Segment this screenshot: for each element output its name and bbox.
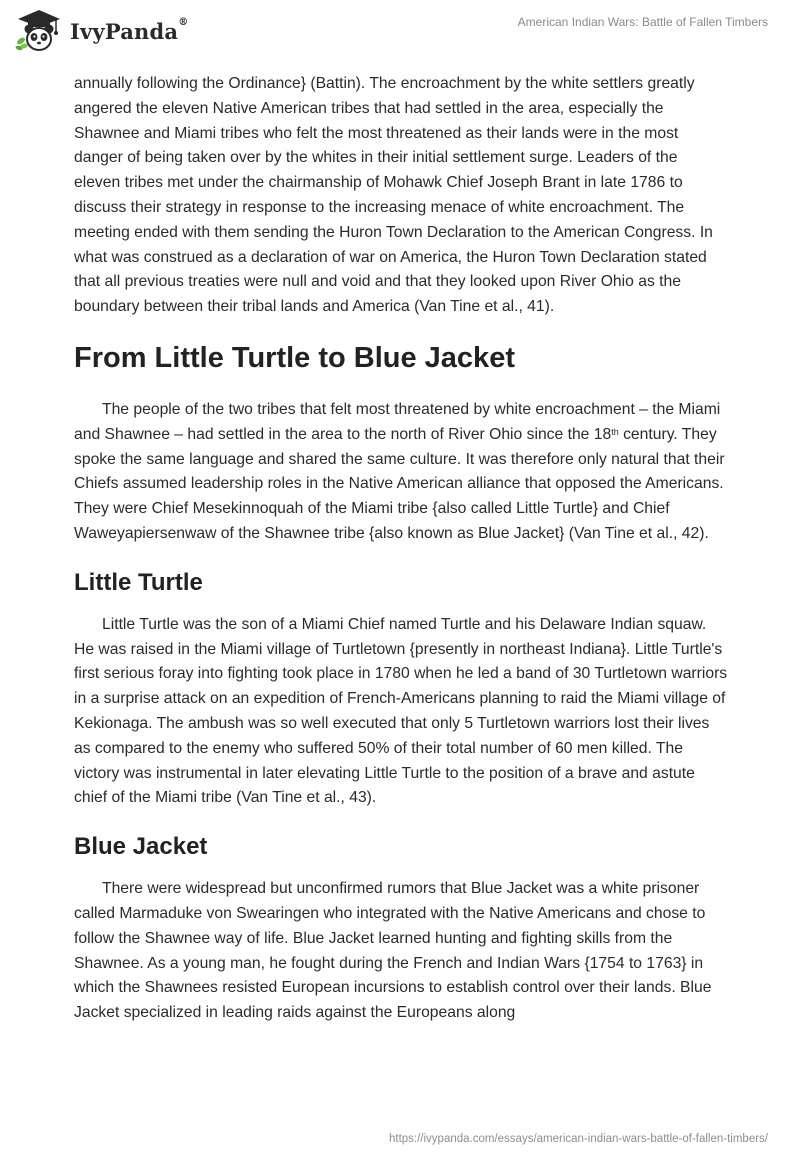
source-url[interactable]: https://ivypanda.com/essays/american-indian-wars-battle-of-fallen-timbers/: [388, 1133, 768, 1145]
registered-mark: ®: [178, 16, 189, 28]
page-header: [0, 0, 800, 70]
document-title: American Indian Wars: Battle of Fallen Timbers: [517, 15, 768, 29]
section-heading-little-turtle-to-blue-jacket: From Little Turtle to Blue Jacket: [74, 341, 515, 374]
section-heading-blue-jacket: Blue Jacket: [74, 833, 208, 861]
intro-paragraph: annually following the Ordinance} (Battin). The encroachment by the white settlers greatly angered the eleven Native American tribes that had settled in the area, especially the Shawnee and Miami tribes who felt the most threatened as their lands were in the most danger of being taken over by the whites in their initial settlement surge. Leaders of the eleven tribes met under the chairmanship of Mohawk Chief Joseph Brant in late 1786 to discuss their strategy in response to the increasing menace of white encroachment. The meeting ended with them sending the Huron Town Declaration to the American Congress. In what was construed as a declaration of war on America, the Huron Town Declaration stated that all previous treaties were null and void and that they looked upon River Ohio as the boundary between their tribal lands and America (Van Tine et al., 41).: [74, 75, 713, 316]
ordinal-superscript: th: [611, 426, 619, 437]
logo-wordmark: IvyPanda®: [70, 16, 189, 44]
section3-paragraph: There were widespread but unconfirmed rumors that Blue Jacket was a white prisoner called Marmaduke von Swearingen who integrated with the Native Americans and chose to follow the Shawnee way of life. Blue Jacket learned hunting and fighting skills from the Shawnee. As a young man, he fought during the French and Indian Wars {1754 to 1763} in which the Shawnees resisted European incursions to establish control over their lands. Blue Jacket specialized in leading raids against the Europeans along: [74, 880, 712, 1022]
section2-paragraph: Little Turtle was the son of a Miami Chief named Turtle and his Delaware Indian squaw. He was raised in the Miami village of Turtletown {presently in northeast Indiana}. Little Turtle's first serious foray into fighting took place in 1780 when he led a band of 30 Turtletown warriors in a surprise attack on an expedition of French-Americans planning to raid the Miami village of Kekionaga. The ambush was so well executed that only 5 Turtletown warriors lost their lives as compared to the enemy who suffered 50% of their total number of 60 men killed. The victory was instrumental in later elevating Little Turtle to the position of a brave and astute chief of the Miami tribe (Van Tine et al., 43).: [74, 615, 728, 807]
section-heading-little-turtle: Little Turtle: [74, 568, 203, 596]
section1-paragraph: The people of the two tribes that felt most threatened by white encroachment – the Miami and Shawnee – had settled in the area to the north of River Ohio since the 18th century. They spoke the same language and shared the same culture. It was therefore only natural that their Chiefs assumed leadership roles in the Native American alliance that opposed the Americans. They were Chief Mesekinnoquah of the Miami tribe {also called Little Turtle} and Chief Waweyapiersenwaw of the Shawnee tribe {also known as Blue Jacket} (Van Tine et al., 42).: [74, 400, 725, 542]
ivypanda-logo[interactable]: [14, 8, 188, 54]
panda-graduate-icon: [14, 8, 64, 54]
essay-body: [74, 72, 728, 1026]
